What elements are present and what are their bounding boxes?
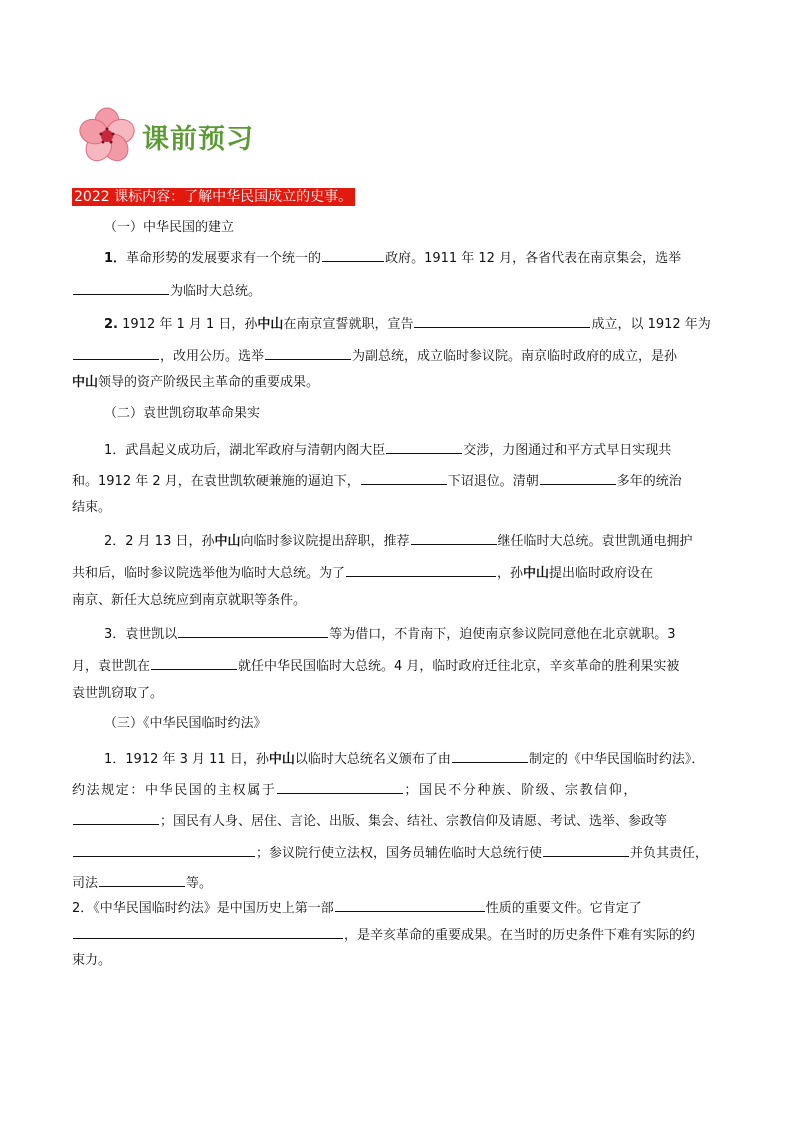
paragraph-2-line-1 xyxy=(104,314,727,334)
paragraph-7-line-2 xyxy=(72,925,727,945)
header-title: 课前预习 xyxy=(142,123,254,155)
text: 向临时参议院提出辞职，推荐 xyxy=(240,534,410,549)
answer-blank[interactable] xyxy=(540,471,616,485)
answer-blank[interactable] xyxy=(73,281,169,295)
answer-blank[interactable] xyxy=(73,925,343,939)
answer-blank[interactable] xyxy=(151,656,237,670)
text: ；参议院行使立法权，国务员辅佐临时大总统行使 xyxy=(256,846,543,861)
paragraph-1-line-2 xyxy=(72,281,727,301)
text: 多年的统治 xyxy=(616,474,682,489)
text: 制定的《中华民国临时约法》． xyxy=(528,752,705,767)
text: 提出临时政府设在 xyxy=(549,566,654,581)
paragraph-3-line-2 xyxy=(72,471,727,491)
text: 下诏退位。清朝 xyxy=(447,474,539,489)
paragraph-3-line-1 xyxy=(104,440,727,460)
section-title-3: （三）《中华民国临时约法》 xyxy=(104,716,267,731)
answer-blank[interactable] xyxy=(73,346,159,360)
paragraph-3-line-3 xyxy=(72,499,727,517)
text: 约法规定：中华民国的主权属于 xyxy=(72,783,277,798)
text: 结束。 xyxy=(72,500,112,515)
answer-blank[interactable] xyxy=(414,314,590,328)
text: 等。 xyxy=(186,876,213,891)
paragraph-1-line-1 xyxy=(104,248,727,268)
text: ；国民不分种族、阶级、宗教信仰， xyxy=(404,783,639,798)
text: 束力。 xyxy=(72,953,112,968)
answer-blank[interactable] xyxy=(411,531,497,545)
answer-blank[interactable] xyxy=(99,873,185,887)
text: 1912 年 1 月 1 日，孙 xyxy=(122,317,258,332)
name-bold: 中山 xyxy=(268,752,295,767)
text: 2．2 月 13 日，孙 xyxy=(104,534,215,549)
paragraph-6-line-3 xyxy=(72,811,727,831)
text: ；国民有人身、居住、言论、出版、集会、结社、宗教信仰及请愿、考试、选举、参政等 xyxy=(160,814,668,829)
text: 2．《中华民国临时约法》是中国历史上第一部 xyxy=(72,901,334,916)
paragraph-6-line-1 xyxy=(104,749,744,769)
paragraph-2-line-2 xyxy=(72,346,727,366)
paragraph-4-line-2 xyxy=(72,563,727,583)
text: 交涉，力图通过和平方式早日实现共 xyxy=(463,443,672,458)
text: 在南京宣誓就职，宣告 xyxy=(283,317,414,332)
text: 1．武昌起义成功后，湖北军政府与清朝内阁大臣 xyxy=(104,443,386,458)
text: 司法 xyxy=(72,876,99,891)
text: 性质的重要文件。它肯定了 xyxy=(485,901,642,916)
answer-blank[interactable] xyxy=(73,843,255,857)
paragraph-7-line-3 xyxy=(72,952,727,970)
text: ，孙 xyxy=(497,566,524,581)
plum-blossom-icon xyxy=(74,106,140,166)
answer-blank[interactable] xyxy=(335,898,485,912)
text: 革命形势的发展要求有一个统一的 xyxy=(126,251,322,266)
text: 成立，以 1912 年为 xyxy=(591,317,711,332)
text: 以临时大总统名义颁布了由 xyxy=(294,752,451,767)
text: 为副总统，成立临时参议院。南京临时政府的成立，是孙 xyxy=(352,349,678,364)
answer-blank[interactable] xyxy=(178,624,328,638)
text: ，改用公历。选举 xyxy=(160,349,265,364)
answer-blank[interactable] xyxy=(543,843,629,857)
paragraph-6-line-2 xyxy=(72,780,727,800)
text: 就任中华民国临时大总统。4 月，临时政府迁往北京，辛亥革命的胜利果实被 xyxy=(238,659,680,674)
paragraph-5-line-1 xyxy=(104,624,727,644)
name-bold: 中山 xyxy=(72,375,99,390)
paragraph-4-line-3 xyxy=(72,592,727,610)
name-bold: 中山 xyxy=(523,566,550,581)
paragraph-6-line-5 xyxy=(72,873,727,893)
item-number: 2. xyxy=(104,317,118,332)
name-bold: 中山 xyxy=(257,317,284,332)
paragraph-2-line-3 xyxy=(72,374,727,392)
curriculum-banner: 2022 课标内容：了解中华民国成立的史事。 xyxy=(72,188,355,206)
text: ，是辛亥革命的重要成果。在当时的历史条件下难有实际的约 xyxy=(344,928,696,943)
text: 月，袁世凯在 xyxy=(72,659,151,674)
text: 继任临时大总统。袁世凯通电拥护 xyxy=(497,534,693,549)
text: 南京、新任大总统应到南京就职等条件。 xyxy=(72,593,307,608)
item-number: 1． xyxy=(104,251,127,266)
paragraph-6-line-4 xyxy=(72,843,727,863)
answer-blank[interactable] xyxy=(452,749,528,763)
answer-blank[interactable] xyxy=(361,471,447,485)
text: 共和后，临时参议院选举他为临时大总统。为了 xyxy=(72,566,346,581)
answer-blank[interactable] xyxy=(322,248,384,262)
text: 政府。1911 年 12 月，各省代表在南京集会，选举 xyxy=(385,251,682,266)
name-bold: 中山 xyxy=(214,534,241,549)
text: 和。1912 年 2 月，在袁世凯软硬兼施的逼迫下， xyxy=(72,474,360,489)
text: 并负其责任， xyxy=(630,846,709,861)
answer-blank[interactable] xyxy=(386,440,462,454)
text: 等为借口，不肯南下，迫使南京参议院同意他在北京就职。3 xyxy=(329,627,676,642)
paragraph-5-line-2 xyxy=(72,656,727,676)
paragraph-7-line-1 xyxy=(72,898,727,918)
text: 袁世凯窃取了。 xyxy=(72,686,164,701)
answer-blank[interactable] xyxy=(277,780,403,794)
text: 领导的资产阶级民主革命的重要成果。 xyxy=(98,375,320,390)
paragraph-4-line-1 xyxy=(104,531,727,551)
section-title-1: （一）中华民国的建立 xyxy=(104,220,235,235)
answer-blank[interactable] xyxy=(73,811,159,825)
text: 为临时大总统。 xyxy=(170,284,262,299)
answer-blank[interactable] xyxy=(265,346,351,360)
paragraph-5-line-3 xyxy=(72,685,727,703)
text: 1．1912 年 3 月 11 日，孙 xyxy=(104,752,269,767)
answer-blank[interactable] xyxy=(346,563,496,577)
section-title-2: （二）袁世凯窃取革命果实 xyxy=(104,406,261,421)
text: 3．袁世凯以 xyxy=(104,627,178,642)
section-header xyxy=(74,106,254,166)
